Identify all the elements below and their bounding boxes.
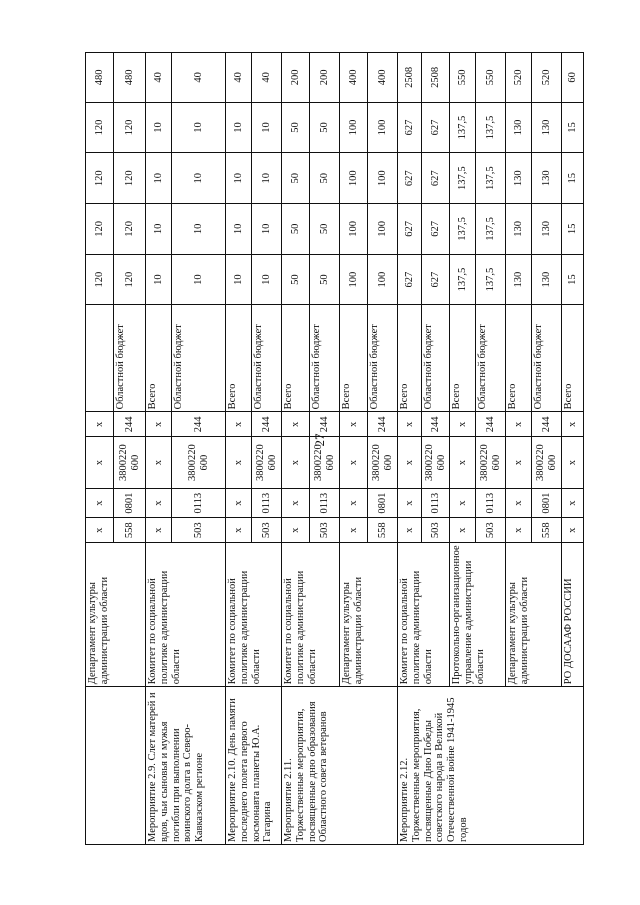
table-cell: 0801	[368, 489, 398, 518]
table-cell: 520	[506, 53, 532, 103]
table-cell: 100	[340, 102, 368, 153]
table-cell: 520	[532, 53, 562, 103]
table-cell: x	[86, 437, 114, 489]
table-cell: 120	[86, 153, 114, 204]
table-cell: 244	[114, 412, 146, 437]
table-cell: 40	[226, 53, 252, 103]
table-cell: x	[226, 412, 252, 437]
table-cell: 0113	[310, 489, 340, 518]
table-cell: 100	[340, 153, 368, 204]
table-cell: 50	[282, 204, 310, 255]
table-cell: 2508	[398, 53, 422, 103]
table-cell: 627	[398, 153, 422, 204]
table-cell: 137,5	[476, 153, 506, 204]
table-cell: 10	[252, 254, 282, 305]
table-cell: 10	[252, 204, 282, 255]
table-cell: x	[146, 437, 172, 489]
table-cell: 137,5	[450, 153, 476, 204]
table-cell: 130	[506, 254, 532, 305]
table-cell: x	[146, 489, 172, 518]
table-cell: 244	[252, 412, 282, 437]
table-row	[226, 53, 252, 845]
table-cell: 558	[368, 518, 398, 543]
table-cell: 503	[476, 518, 506, 543]
table-cell: 130	[532, 153, 562, 204]
table-cell: 3800220 600	[114, 437, 146, 489]
table-cell: 503	[172, 518, 226, 543]
table-row	[146, 53, 172, 845]
event-cell: Мероприятие 2.10. День памяти последнего полета первого космонавта планеты Ю.А. Гагарина	[226, 687, 282, 845]
table-cell: 244	[476, 412, 506, 437]
table-cell: 60	[562, 53, 584, 103]
table-cell: Всего	[340, 305, 368, 412]
table-cell: Областной бюджет	[252, 305, 282, 412]
table-cell: 130	[532, 254, 562, 305]
table-cell: x	[450, 489, 476, 518]
table-cell: 120	[114, 153, 146, 204]
table-cell: 10	[172, 254, 226, 305]
table-cell: 120	[86, 102, 114, 153]
table-cell: x	[226, 437, 252, 489]
table-cell: 550	[476, 53, 506, 103]
table-cell: 503	[310, 518, 340, 543]
table-cell: 627	[398, 102, 422, 153]
event-cell: Мероприятие 2.11. Торжественные мероприятия, посвященные дню образования Областного совета ветеранов	[282, 687, 398, 845]
table-cell: 627	[422, 254, 450, 305]
table-cell: 10	[146, 204, 172, 255]
table-cell: 627	[422, 204, 450, 255]
table-cell: x	[282, 412, 310, 437]
table-cell: 627	[422, 102, 450, 153]
table-cell: x	[562, 412, 584, 437]
table-cell: 558	[114, 518, 146, 543]
table-cell: Областной бюджет	[114, 305, 146, 412]
table-cell: 10	[172, 153, 226, 204]
table-cell: 3800220 600	[252, 437, 282, 489]
table-cell: 130	[532, 204, 562, 255]
org-cell: РО ДОСААФ РОССИИ	[562, 543, 584, 687]
table-cell: x	[398, 437, 422, 489]
table-cell: x	[398, 412, 422, 437]
table-cell: Всего	[146, 305, 172, 412]
table-cell: 244	[422, 412, 450, 437]
table-cell: 244	[172, 412, 226, 437]
table-cell: 400	[368, 53, 398, 103]
table-cell: x	[562, 437, 584, 489]
table-cell: 50	[282, 153, 310, 204]
table-cell: x	[340, 489, 368, 518]
table-cell: 137,5	[476, 102, 506, 153]
table-cell: 50	[282, 102, 310, 153]
table-cell: 503	[422, 518, 450, 543]
table-cell: 627	[398, 204, 422, 255]
table-cell: 503	[252, 518, 282, 543]
table-cell: 137,5	[450, 102, 476, 153]
table-cell: x	[226, 489, 252, 518]
table-cell: 10	[252, 102, 282, 153]
table-cell: 200	[282, 53, 310, 103]
table-cell: 15	[562, 204, 584, 255]
table-cell: Областной бюджет	[310, 305, 340, 412]
table-cell: 10	[146, 254, 172, 305]
event-cell	[86, 687, 146, 845]
table-cell: 0113	[476, 489, 506, 518]
table-cell: 50	[282, 254, 310, 305]
org-cell: Комитет по социальной политике администрации области	[398, 543, 450, 687]
table-cell: 0801	[532, 489, 562, 518]
table-cell: 0113	[252, 489, 282, 518]
table-cell: 10	[146, 102, 172, 153]
table-cell: 100	[368, 254, 398, 305]
table-cell: 100	[340, 254, 368, 305]
table-cell: 40	[146, 53, 172, 103]
org-cell: Департамент культуры администрации области	[86, 543, 146, 687]
table-cell: 0801	[114, 489, 146, 518]
table-cell: x	[398, 518, 422, 543]
table-row	[398, 53, 422, 845]
table-cell: x	[340, 518, 368, 543]
org-cell: Департамент культуры администрации области	[506, 543, 562, 687]
table-cell: 10	[172, 102, 226, 153]
budget-table	[85, 52, 584, 845]
table-cell: 10	[226, 204, 252, 255]
table-cell: Всего	[398, 305, 422, 412]
table-cell: 137,5	[476, 204, 506, 255]
table-cell: Областной бюджет	[476, 305, 506, 412]
table-cell: 558	[532, 518, 562, 543]
table-cell: 120	[114, 102, 146, 153]
table-cell	[86, 305, 114, 412]
table-cell: x	[562, 518, 584, 543]
table-cell: x	[450, 518, 476, 543]
table-cell: x	[340, 412, 368, 437]
table-cell: 120	[86, 204, 114, 255]
table-cell: 480	[114, 53, 146, 103]
table-cell: x	[226, 518, 252, 543]
table-row	[86, 53, 114, 845]
table-cell: 244	[368, 412, 398, 437]
table-cell: 10	[226, 153, 252, 204]
table-cell: 3800220 600	[476, 437, 506, 489]
table-cell: x	[506, 518, 532, 543]
table-cell: 100	[368, 102, 398, 153]
table-cell: 130	[506, 204, 532, 255]
table-cell: x	[282, 437, 310, 489]
table-cell: Всего	[282, 305, 310, 412]
table-cell: 15	[562, 102, 584, 153]
table-cell: x	[86, 518, 114, 543]
table-cell: 50	[310, 204, 340, 255]
table-cell: x	[506, 412, 532, 437]
table-cell: x	[86, 489, 114, 518]
table-cell: 40	[172, 53, 226, 103]
table-cell: 120	[86, 254, 114, 305]
table-cell: x	[562, 489, 584, 518]
table-cell: 120	[114, 254, 146, 305]
org-cell: Комитет по социальной политике администрации области	[146, 543, 226, 687]
table-cell: x	[398, 489, 422, 518]
table-cell: 137,5	[450, 204, 476, 255]
table-cell: Всего	[226, 305, 252, 412]
table-cell: Всего	[450, 305, 476, 412]
table-cell: 244	[310, 412, 340, 437]
table-cell: 130	[506, 153, 532, 204]
table-cell: 15	[562, 254, 584, 305]
event-cell: Мероприятие 2.9. Слет матерей и вдов, чьи сыновья и мужья погибли при выполнении воинского долга в Северо-Кавказском регионе	[146, 687, 226, 845]
table-cell: 3800220 600	[532, 437, 562, 489]
table-cell: 10	[172, 204, 226, 255]
table-cell: x	[506, 489, 532, 518]
table-cell: x	[146, 518, 172, 543]
table-cell: 3800220 600	[368, 437, 398, 489]
org-cell: Комитет по социальной политике администрации области	[282, 543, 340, 687]
table-cell: Областной бюджет	[172, 305, 226, 412]
table-cell: 0113	[172, 489, 226, 518]
table-cell: 3800220 600	[422, 437, 450, 489]
table-cell: 15	[562, 153, 584, 204]
table-cell: 50	[310, 254, 340, 305]
table-cell: 100	[368, 204, 398, 255]
table-cell: 10	[226, 102, 252, 153]
table-cell: 40	[252, 53, 282, 103]
table-cell: 130	[532, 102, 562, 153]
table-cell: 2508	[422, 53, 450, 103]
table-cell: x	[450, 412, 476, 437]
table-cell: x	[506, 437, 532, 489]
table-cell: 3800220 600	[172, 437, 226, 489]
table-cell: x	[282, 489, 310, 518]
org-cell: Комитет по социальной политике администрации области	[226, 543, 282, 687]
table-cell: 200	[310, 53, 340, 103]
rotated-table-container	[85, 52, 578, 845]
table-cell: Всего	[562, 305, 584, 412]
org-cell: Протокольно-организационное управление администрации области	[450, 543, 506, 687]
table-cell: x	[146, 412, 172, 437]
table-cell: Областной бюджет	[368, 305, 398, 412]
table-cell: 50	[310, 153, 340, 204]
page-number: 27	[312, 433, 327, 447]
table-cell: 130	[506, 102, 532, 153]
table-cell: 137,5	[450, 254, 476, 305]
table-row	[282, 53, 310, 845]
table-cell: 480	[86, 53, 114, 103]
table-cell: 50	[310, 102, 340, 153]
table-cell: 10	[146, 153, 172, 204]
table-cell: 137,5	[476, 254, 506, 305]
table-cell: 0113	[422, 489, 450, 518]
table-cell: Областной бюджет	[532, 305, 562, 412]
table-cell: x	[340, 437, 368, 489]
table-cell: 100	[340, 204, 368, 255]
table-cell: Областной бюджет	[422, 305, 450, 412]
table-cell: 627	[398, 254, 422, 305]
table-cell: 244	[532, 412, 562, 437]
org-cell: Департамент культуры администрации области	[340, 543, 398, 687]
table-cell: 3800220 600	[310, 437, 340, 489]
event-cell: Мероприятие 2.12. Торжественные мероприятия, посвященные Дню Победы советского народа в Великой Отечественной войне 1941-1945 годов	[398, 687, 584, 845]
table-cell: 400	[340, 53, 368, 103]
table-cell: Всего	[506, 305, 532, 412]
table-cell: 627	[422, 153, 450, 204]
table-cell: 10	[226, 254, 252, 305]
table-cell: 550	[450, 53, 476, 103]
table-cell: x	[282, 518, 310, 543]
table-cell: x	[450, 437, 476, 489]
table-cell: 120	[114, 204, 146, 255]
table-cell: 10	[252, 153, 282, 204]
table-cell: x	[86, 412, 114, 437]
table-cell: 100	[368, 153, 398, 204]
